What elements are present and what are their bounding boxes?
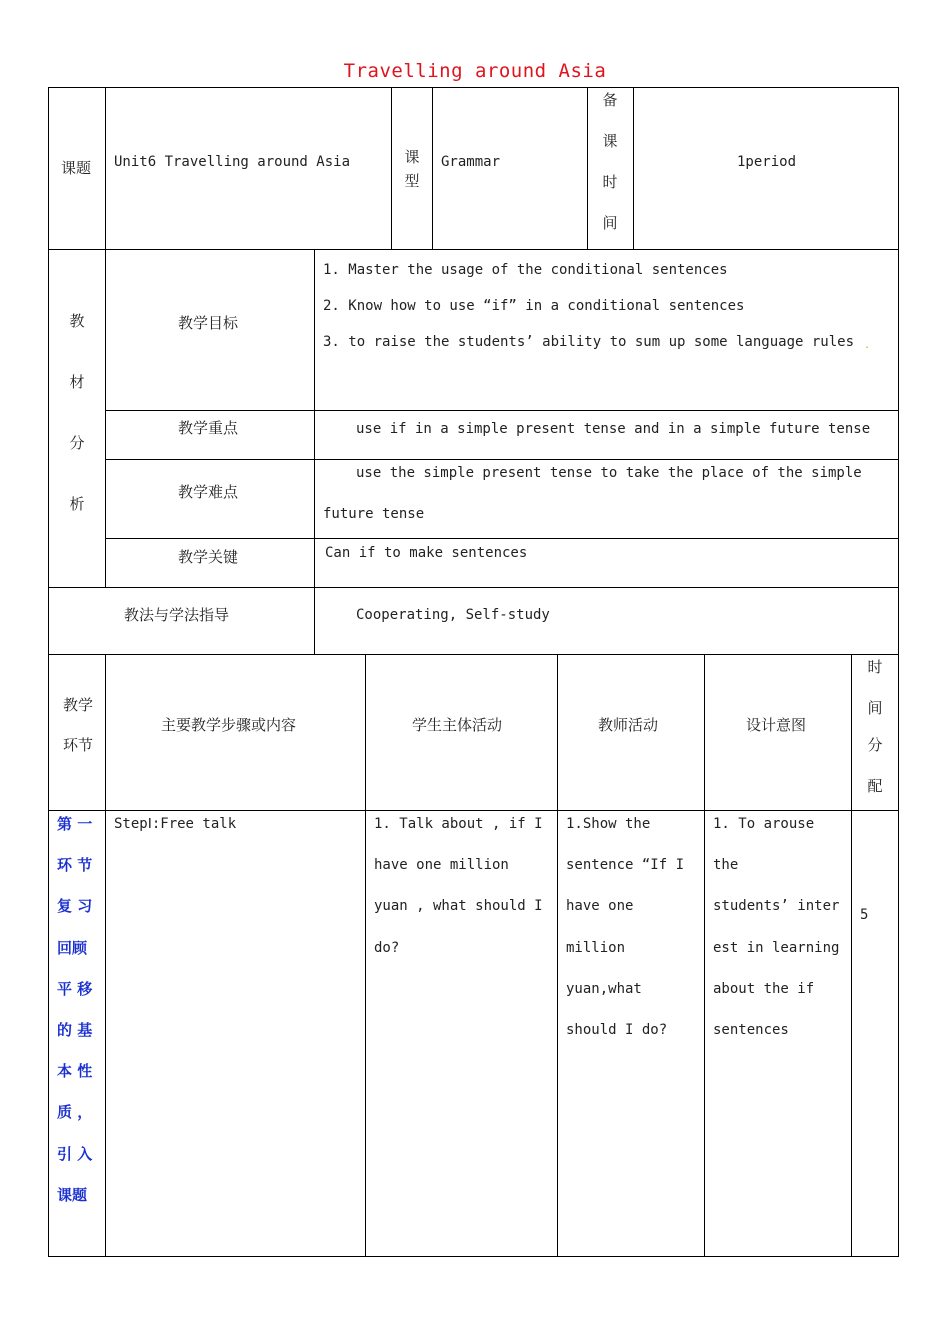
key-points-label: 教学重点	[178, 419, 239, 437]
design-header: 设计意图	[746, 716, 807, 734]
stage1-step: StepⅠ:Free talk	[114, 816, 237, 832]
prep-time-label: 备 课 时 间	[602, 91, 618, 232]
key-points-value: use if in a simple present tense and in a simple future tense	[356, 421, 871, 437]
method-label: 教法与学法指导	[124, 606, 230, 624]
objective-item: 1. Master the usage of the conditional sentences	[323, 262, 728, 278]
stage1-time: 5	[860, 907, 869, 923]
stage1-label: 第 一 环 节 复 习 回顾 平 移 的 基 本 性 质 ， 引 入 课题	[57, 815, 93, 1204]
objective-item: 3. to raise the students’ ability to sum up some language rules	[323, 334, 855, 350]
teacher-header: 教师活动	[598, 716, 659, 734]
stage1-design-intent: 1. To arouse the students’ inter est in learning about the if sentences	[713, 816, 840, 1038]
objectives-label: 教学目标	[178, 314, 239, 332]
marker-dot: .	[864, 340, 871, 351]
stage1-teacher-activity: 1.Show the sentence “If I have one million yuan,what should I do?	[566, 816, 685, 1038]
document-title: Travelling around Asia	[343, 60, 607, 82]
topic-label: 课题	[61, 159, 92, 177]
difficulties-value: future tense	[323, 506, 425, 522]
key-label: 教学关键	[178, 548, 239, 566]
student-header: 学生主体活动	[412, 716, 503, 734]
lesson-table	[48, 87, 899, 655]
type-value: Grammar	[441, 154, 501, 170]
analysis-label: 教 材 分 析	[69, 312, 85, 513]
time-header: 时 间 分 配	[867, 658, 883, 795]
prep-time-value: 1period	[737, 154, 797, 170]
objective-item: 2. Know how to use “if” in a conditional sentences	[323, 298, 745, 314]
stage-header: 教学 环节	[62, 696, 93, 754]
difficulties-value: use the simple present tense to take the place of the simple	[356, 465, 862, 481]
difficulties-label: 教学难点	[178, 483, 239, 501]
method-value: Cooperating, Self-study	[356, 607, 550, 623]
stage1-student-activity: 1. Talk about , if I have one million yuan , what should I do?	[374, 816, 543, 956]
key-value: Can if to make sentences	[325, 545, 528, 561]
steps-header: 主要教学步骤或内容	[161, 716, 297, 734]
topic-value: Unit6 Travelling around Asia	[114, 154, 351, 170]
type-label: 课 型	[404, 148, 420, 190]
